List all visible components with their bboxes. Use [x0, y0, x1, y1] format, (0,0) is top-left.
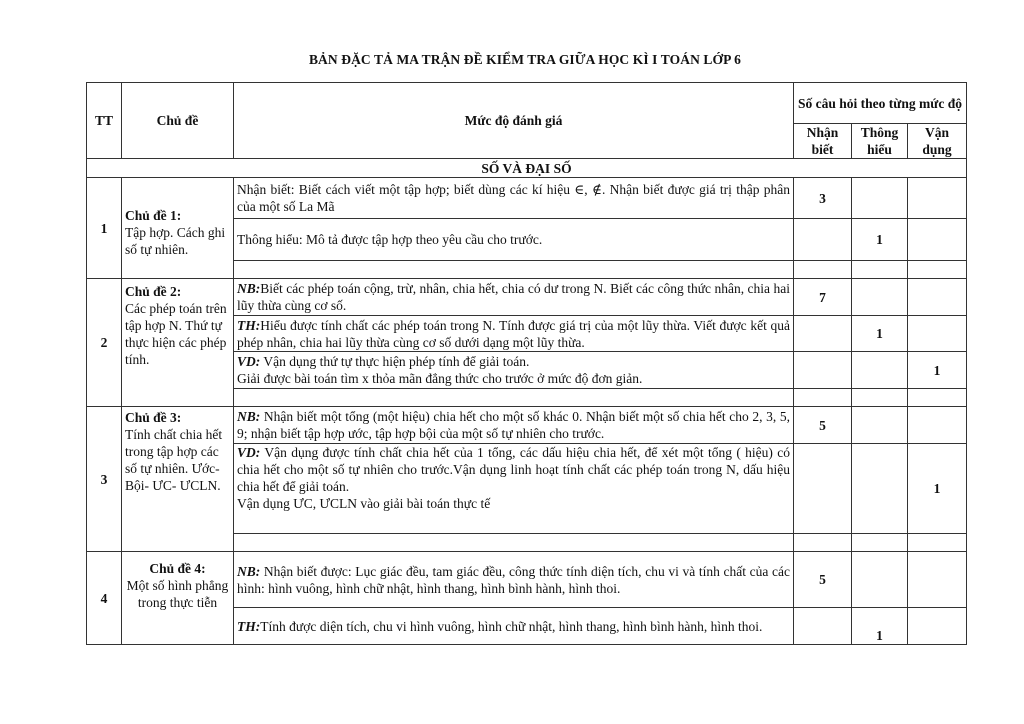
- count-th: [852, 407, 908, 444]
- section-title: SỐ VÀ ĐẠI SỐ: [87, 159, 967, 178]
- count-nb: 7: [794, 279, 852, 316]
- count-vd: [908, 534, 967, 552]
- count-th: 1: [852, 316, 908, 352]
- topic-text: Tính chất chia hết trong tập hợp các số tự nhiên. Ước- Bội- ƯC- ƯCLN.: [125, 427, 223, 493]
- table-row: [87, 552, 967, 608]
- count-vd: 1: [908, 352, 967, 389]
- level-label: VD:: [237, 445, 261, 460]
- row-number: 1: [87, 178, 122, 279]
- criteria-text: [234, 534, 794, 552]
- criteria-text: [234, 279, 794, 316]
- count-th: [852, 279, 908, 316]
- count-vd: [908, 407, 967, 444]
- criteria-body: Biết các phép toán cộng, trừ, nhân, chia hết, chia có dư trong N. Biết các công thức nhân, chia hai lũy thừa cùng cơ số.: [237, 281, 790, 313]
- header-vd: Vận dụng: [908, 124, 967, 159]
- count-th: [852, 178, 908, 219]
- count-th: 1: [852, 608, 908, 645]
- criteria-text: [234, 552, 794, 608]
- level-label: NB:: [237, 563, 261, 579]
- criteria-body: Tính được diện tích, chu vi hình vuông, hình chữ nhật, hình thang, hình bình hành, hình thoi.: [260, 618, 763, 634]
- count-nb: [794, 444, 852, 534]
- criteria-body: Hiểu được tính chất các phép toán trong N. Tính được giá trị của một lũy thừa. Viết được kết quả phép nhân, chia hai lũy thừa cùng cơ số dưới dạng một lũy thừa.: [237, 317, 790, 350]
- count-th: [852, 261, 908, 279]
- count-vd: [908, 608, 967, 645]
- row-number: 2: [87, 279, 122, 407]
- level-label: NB:: [237, 409, 261, 424]
- criteria-text: [234, 316, 794, 352]
- header-row: [87, 83, 967, 124]
- count-nb: [794, 352, 852, 389]
- topic-cell: [122, 407, 234, 552]
- count-vd: [908, 219, 967, 261]
- header-level: Mức độ đánh giá: [234, 83, 794, 159]
- criteria-text: [234, 352, 794, 389]
- criteria-text: Nhận biết: Biết cách viết một tập hợp; biết dùng các kí hiệu ∈, ∉. Nhận biết được giá trị thập phân của một số La Mã: [234, 178, 794, 219]
- count-nb: [794, 219, 852, 261]
- count-nb: [794, 316, 852, 352]
- header-tt: TT: [87, 83, 122, 159]
- table-row: [87, 178, 967, 219]
- criteria-text: Thông hiểu: Mô tả được tập hợp theo yêu cầu cho trước.: [234, 219, 794, 261]
- criteria-body: Vận dụng được tính chất chia hết của 1 tổng, các dấu hiệu chia hết, để xét một tổng ( hiệu) có chia hết cho một số tự nhiên cho trước.Vận dụng linh hoạt tính chất các phép toán trong N, dấu hiệu chia hết để giải toán.: [237, 445, 790, 494]
- header-topic: Chủ đề: [122, 83, 234, 159]
- count-nb: 5: [794, 407, 852, 444]
- count-th: [852, 552, 908, 608]
- criteria-text: [234, 444, 794, 534]
- count-nb: 3: [794, 178, 852, 219]
- count-th: [852, 352, 908, 389]
- level-label: TH:: [237, 618, 261, 634]
- criteria-body: Nhận biết một tổng (một hiệu) chia hết cho một số khác 0. Nhận biết một số chia hết cho 2, 3, 5, 9; nhận biết tập hợp ước, tập hợp bội của một số tự nhiên cho trước.: [237, 409, 790, 441]
- count-nb: 5: [794, 552, 852, 608]
- count-vd: [908, 552, 967, 608]
- topic-heading: Chủ đề 1:: [125, 207, 182, 223]
- topic-cell: [122, 552, 234, 645]
- level-label: VD:: [237, 354, 261, 369]
- count-vd: [908, 316, 967, 352]
- topic-cell: [122, 279, 234, 407]
- topic-cell: [122, 178, 234, 279]
- level-label: TH:: [237, 317, 261, 333]
- count-th: [852, 389, 908, 407]
- document-title: BẢN ĐẶC TẢ MA TRẬN ĐỀ KIỂM TRA GIỮA HỌC KÌ I TOÁN LỚP 6: [308, 52, 742, 67]
- count-vd: [908, 261, 967, 279]
- topic-text: Một số hình phẳng trong thực tiễn: [126, 578, 229, 610]
- spec-matrix-table: [86, 82, 967, 645]
- topic-heading: Chủ đề 4:: [149, 561, 206, 576]
- section-row: [87, 159, 967, 178]
- count-vd: 1: [908, 444, 967, 534]
- count-th: [852, 444, 908, 534]
- count-th: [852, 534, 908, 552]
- count-nb: [794, 261, 852, 279]
- table-row: [87, 407, 967, 444]
- count-vd: [908, 279, 967, 316]
- topic-heading: Chủ đề 3:: [125, 410, 182, 425]
- header-count: Số câu hỏi theo từng mức độ: [794, 83, 967, 124]
- topic-text: Tập hợp. Cách ghi số tự nhiên.: [125, 224, 226, 257]
- count-vd: [908, 178, 967, 219]
- criteria-text: [234, 389, 794, 407]
- criteria-text: [234, 608, 794, 645]
- criteria-text: [234, 261, 794, 279]
- criteria-body-2: Giải được bài toán tìm x thỏa mãn đẳng thức cho trước ở mức độ đơn giản.: [237, 371, 643, 386]
- row-number: 4: [87, 552, 122, 645]
- header-th: Thông hiểu: [852, 124, 908, 159]
- row-number: 3: [87, 407, 122, 552]
- count-nb: [794, 534, 852, 552]
- criteria-body: Nhận biết được: Lục giác đều, tam giác đều, công thức tính diện tích, chu vi và tính chất của các hình: hình vuông, hình chữ nhật, hình thang, hình bình hành, hình thoi.: [237, 563, 790, 596]
- count-th: 1: [852, 219, 908, 261]
- criteria-body-2: Vận dụng ƯC, ƯCLN vào giải bài toán thực tế: [237, 496, 491, 511]
- header-nb: Nhận biết: [794, 124, 852, 159]
- count-vd: [908, 389, 967, 407]
- count-nb: [794, 389, 852, 407]
- topic-text: Các phép toán trên tập hợp N. Thứ tự thực hiện các phép tính.: [125, 301, 227, 367]
- level-label: NB:: [237, 281, 261, 296]
- criteria-body: Vận dụng thứ tự thực hiện phép tính để giải toán.: [260, 354, 530, 369]
- criteria-text: [234, 407, 794, 444]
- topic-heading: Chủ đề 2:: [125, 284, 182, 299]
- table-row: [87, 279, 967, 316]
- count-nb: [794, 608, 852, 645]
